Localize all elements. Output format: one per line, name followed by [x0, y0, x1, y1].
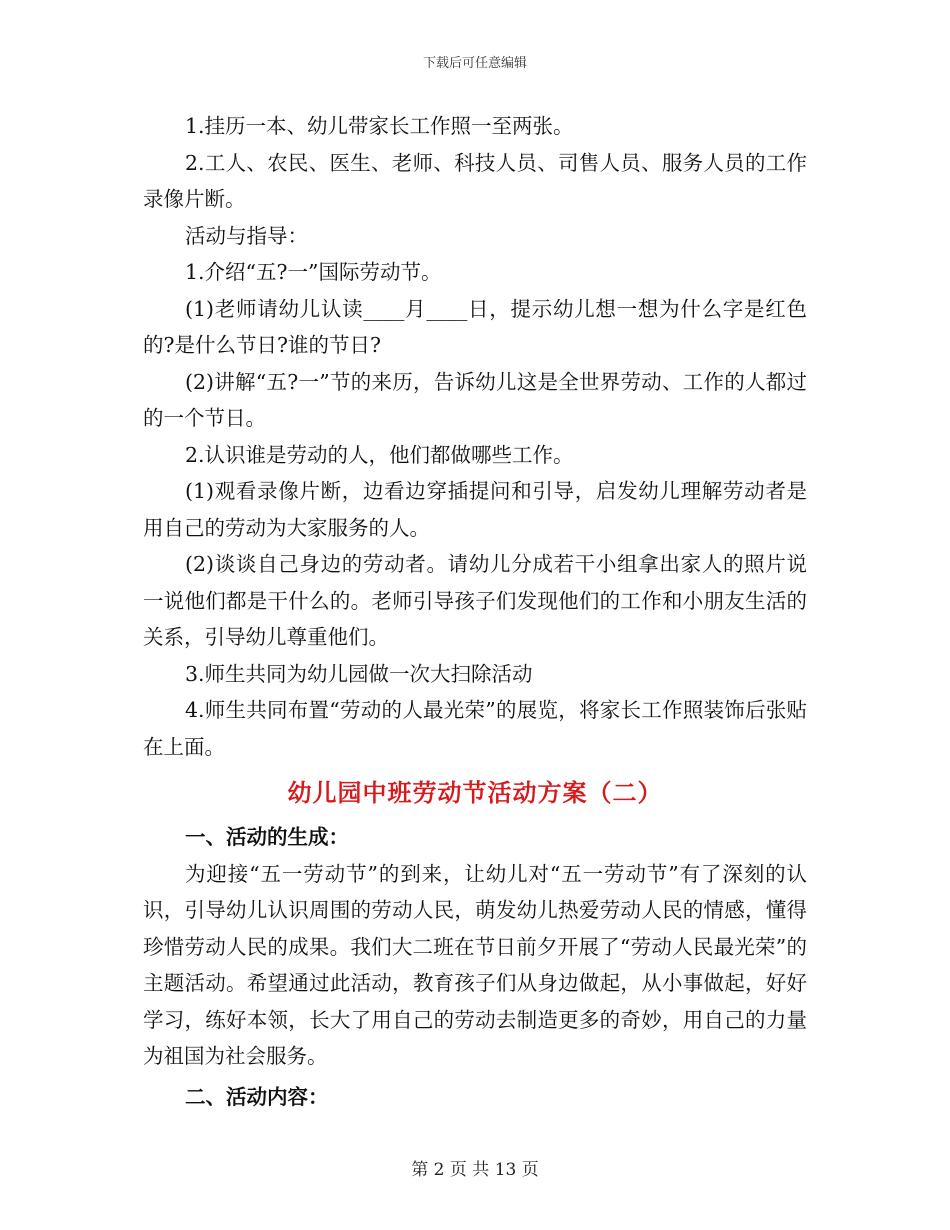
paragraph-step-3: 3.师生共同为幼儿园做一次大扫除活动 [185, 661, 533, 686]
paragraph-step-1-1: (1)老师请幼儿认读____月____日，提示幼儿想一想为什么字是红色的?是什么节日?谁的节日? [143, 296, 807, 357]
paragraph-step-2: 2.认识谁是劳动的人，他们都做哪些工作。 [185, 442, 574, 467]
paragraph-step-4: 4.师生共同布置“劳动的人最光荣”的展览，将家长工作照装饰后张贴在上面。 [143, 698, 807, 759]
paragraph-activity-origin: 为迎接“五一劳动节”的到来，让幼儿对“五一劳动节”有了深刻的认识，引导幼儿认识周围的劳动人民，萌发幼儿热爱劳动人民的情感，懂得珍惜劳动人民的成果。我们大二班在节日前夕开展了“劳动人民最光荣”的主题活动。希望通过此活动，教育孩子们从身边做起，从小事做起，好好学习，练好本领，长大了用自己的劳动去制造更多的奇妙，用自己的力量为祖国为社会服务。 [143, 861, 807, 1068]
paragraph-step-2-1: (1)观看录像片断，边看边穿插提问和引导，启发幼儿理解劳动者是用自己的劳动为大家服务的人。 [143, 479, 807, 540]
paragraph-step-1-2: (2)讲解“五?一”节的来历，告诉幼儿这是全世界劳动、工作的人都过的一个节日。 [143, 369, 807, 430]
paragraph-activity-guide: 活动与指导： [185, 223, 308, 248]
section-title: 幼儿园中班劳动节活动方案（二） [287, 778, 663, 807]
heading-activity-content: 二、活动内容： [185, 1084, 329, 1109]
paragraph-step-2-2: (2)谈谈自己身边的劳动者。请幼儿分成若干小组拿出家人的照片说一说他们都是干什么的。老师引导孩子们发现他们的工作和小朋友生活的关系，引导幼儿尊重他们。 [143, 552, 807, 649]
paragraph-step-1: 1.介绍“五?一”国际劳动节。 [185, 260, 442, 284]
paragraph-materials-1: 1.挂历一本、幼儿带家长工作照一至两张。 [185, 114, 574, 138]
heading-activity-origin: 一、活动的生成： [185, 825, 349, 849]
page-header: 下载后可任意编辑 [422, 56, 527, 71]
paragraph-materials-2: 2.工人、农民、医生、老师、科技人员、司售人员、服务人员的工作录像片断。 [143, 150, 807, 211]
page-footer: 第 2 页 共 13 页 [411, 1160, 539, 1180]
document-body [143, 108, 807, 1115]
